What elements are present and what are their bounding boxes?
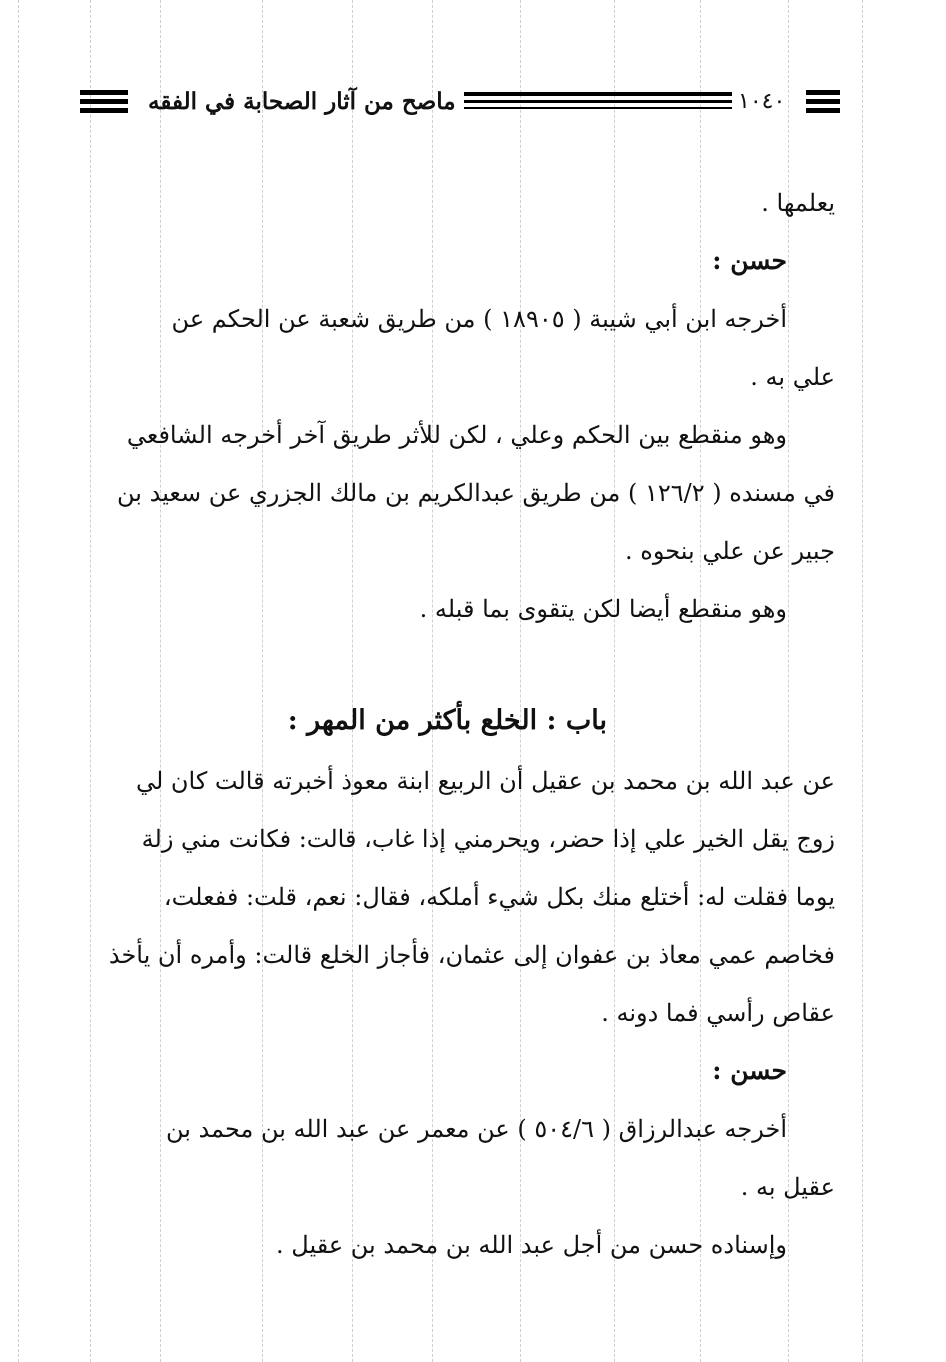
narration-line: فخاصم عمي معاذ بن عفوان إلى عثمان، فأجاز الخلع قالت: وأمره أن يأخذ bbox=[108, 941, 835, 969]
narration-line: عن عبد الله بن محمد بن عقيل أن الربيع ابنة معوذ أخبرته قالت كان لي bbox=[135, 767, 835, 795]
header-ornament-right bbox=[806, 88, 840, 112]
commentary-line: جبير عن علي بنحوه . bbox=[625, 537, 835, 565]
takhrij-line: أخرجه عبدالرزاق ( ٥٠٤/٦ ) عن معمر عن عبد الله بن محمد بن bbox=[165, 1115, 787, 1143]
narration-line: يوما فقلت له: أختلع منك بكل شيء أملكه، فقال: نعم، قلت: ففعلت، bbox=[163, 883, 835, 911]
running-header bbox=[80, 88, 840, 122]
narration-line: عقاص رأسي فما دونه . bbox=[601, 999, 835, 1027]
header-ornament-left bbox=[80, 88, 128, 112]
hadith-grade: حسن : bbox=[712, 246, 787, 275]
takhrij-line: عقيل به . bbox=[740, 1173, 835, 1201]
chapter-heading: باب : الخلع بأكثر من المهر : bbox=[287, 705, 607, 736]
commentary-line: وهو منقطع أيضا لكن يتقوى بما قبله . bbox=[419, 595, 787, 623]
scan-guide-line bbox=[18, 0, 19, 1362]
narration-line: زوج يقل الخير علي إذا حضر، ويحرمني إذا غاب، قالت: فكانت مني زلة bbox=[141, 825, 835, 853]
page-number: ١٠٤٠ bbox=[738, 89, 786, 114]
commentary-line: وهو منقطع بين الحكم وعلي ، لكن للأثر طريق آخر أخرجه الشافعي bbox=[126, 421, 787, 449]
continuation-text: يعلمها . bbox=[761, 189, 835, 217]
takhrij-line: علي به . bbox=[750, 363, 835, 391]
scan-guide-line bbox=[862, 0, 863, 1362]
takhrij-line: أخرجه ابن أبي شيبة ( ١٨٩٠٥ ) من طريق شعبة عن الحكم عن bbox=[171, 305, 787, 333]
hadith-grade: حسن : bbox=[712, 1056, 787, 1085]
commentary-line: في مسنده ( ١٢٦/٢ ) من طريق عبدالكريم بن مالك الجزري عن سعيد بن bbox=[117, 479, 835, 507]
book-title: ماصح من آثار الصحابة في الفقه bbox=[148, 88, 456, 115]
isnad-note: وإسناده حسن من أجل عبد الله بن محمد بن عقيل . bbox=[276, 1231, 787, 1259]
page-body bbox=[90, 176, 835, 1276]
header-rule bbox=[464, 88, 732, 112]
